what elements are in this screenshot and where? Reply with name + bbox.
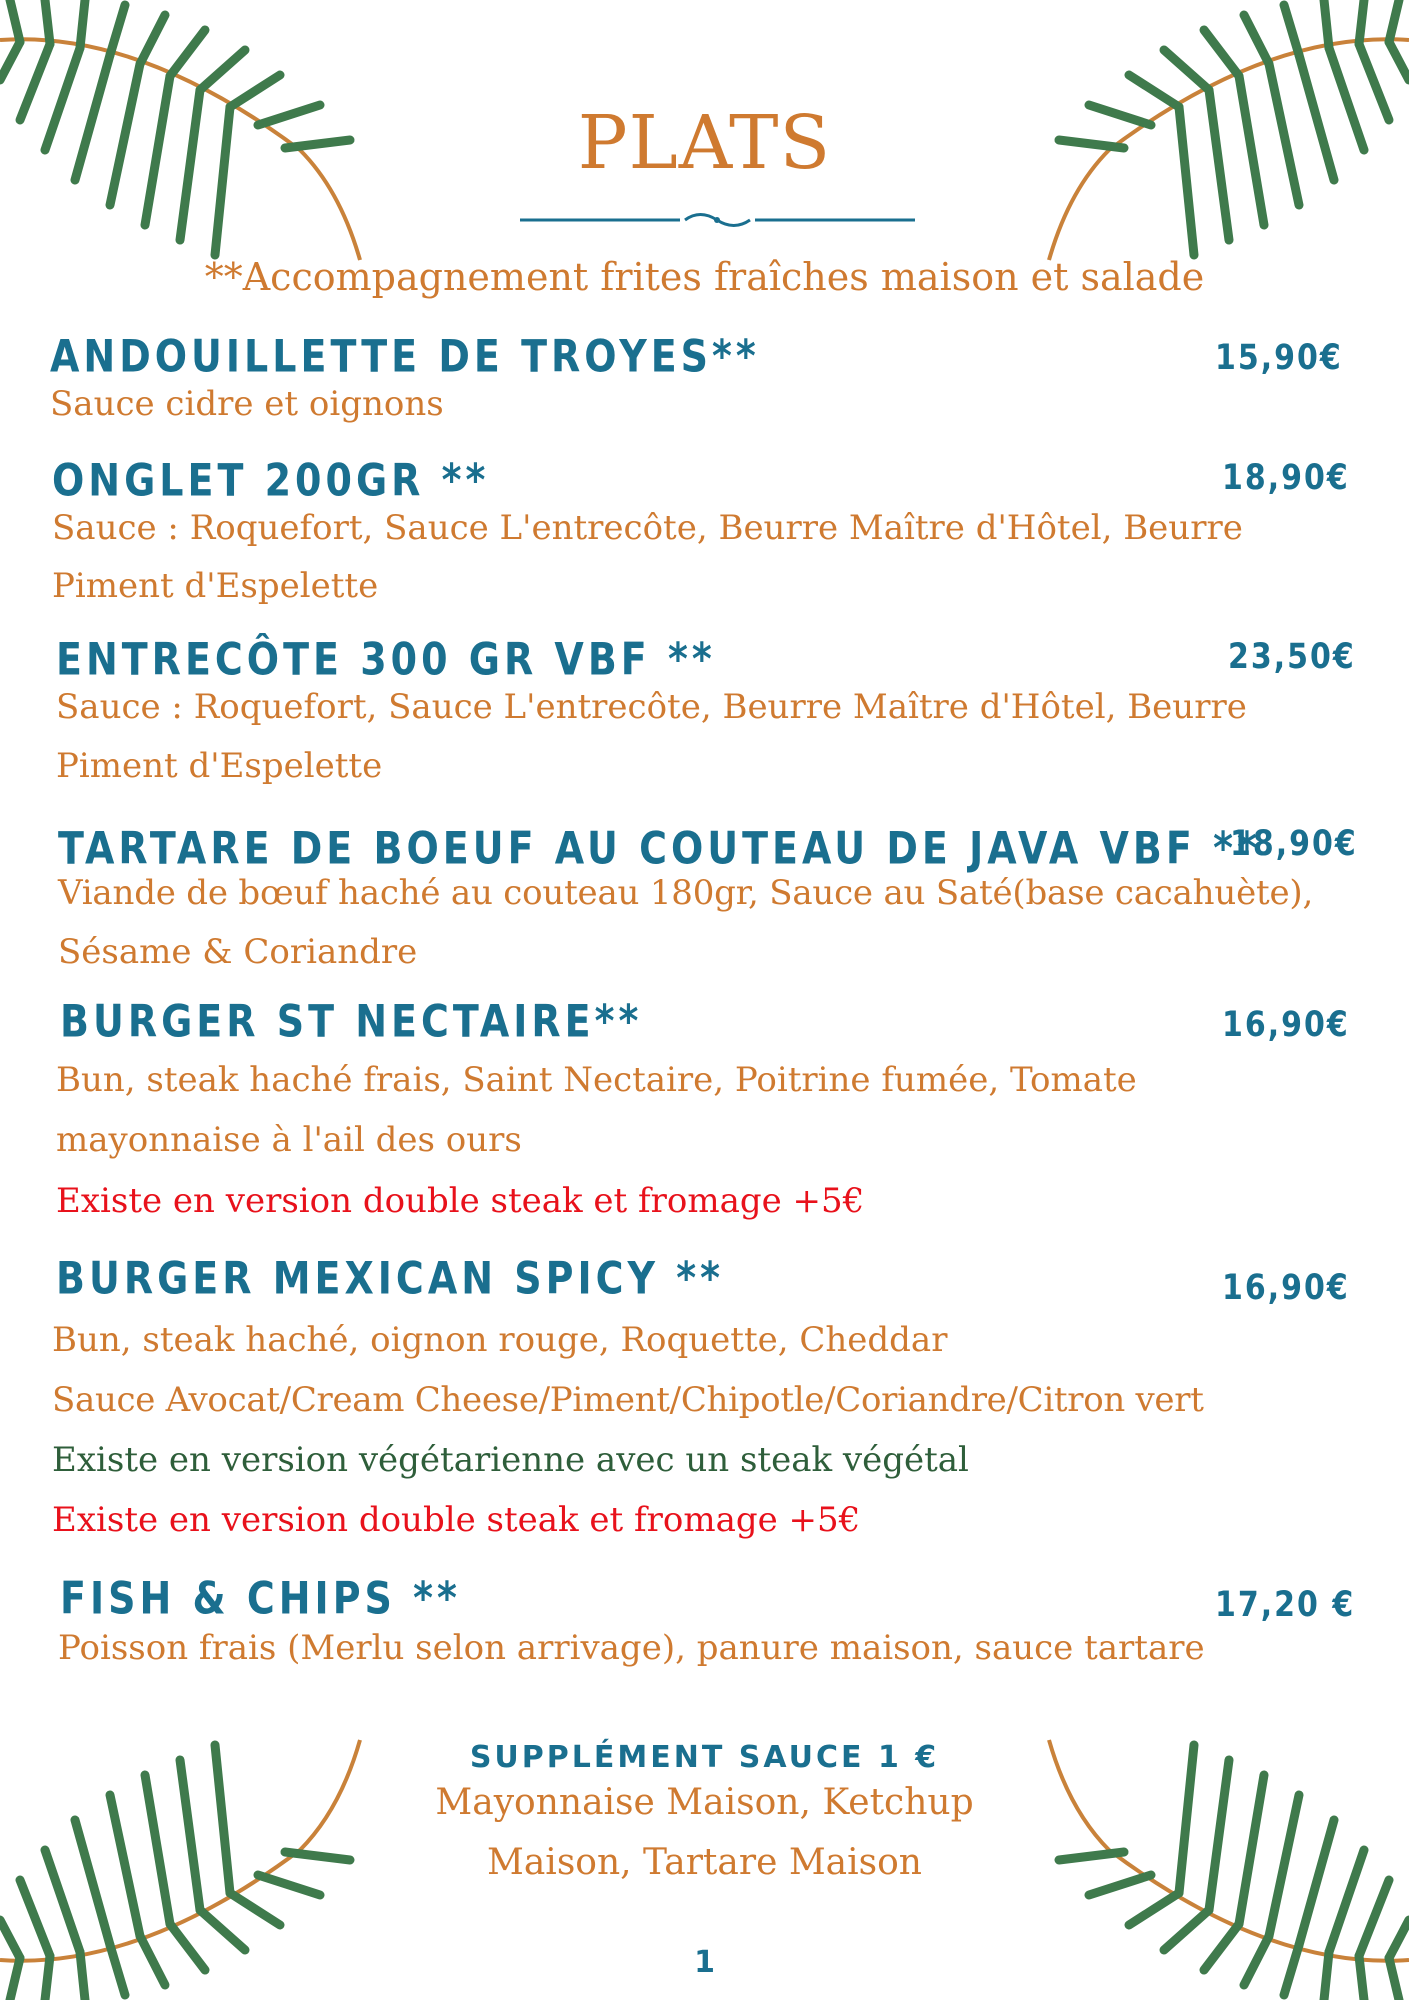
dish-description: Sésame & Coriandre xyxy=(58,932,418,972)
dish-name: TARTARE DE BOEUF AU COUTEAU DE JAVA VBF ** xyxy=(58,822,1261,874)
page-title: PLATS xyxy=(577,100,832,186)
dish-price: 17,20 € xyxy=(1215,1585,1356,1626)
dish-note-double: Existe en version double steak et fromage +5€ xyxy=(56,1181,865,1221)
ornament-divider-icon xyxy=(520,205,915,235)
dish-name: BURGER ST NECTAIRE** xyxy=(60,995,643,1047)
supplement-line: Maison, Tartare Maison xyxy=(486,1842,922,1883)
dish-note-double: Existe en version double steak et fromage +5€ xyxy=(52,1500,861,1540)
subtitle: **Accompagnement frites fraîches maison et salade xyxy=(204,255,1205,299)
dish-name: BURGER MEXICAN SPICY ** xyxy=(56,1252,724,1304)
dish-description: Sauce : Roquefort, Sauce L'entrecôte, Beurre Maître d'Hôtel, Beurre xyxy=(52,508,1243,548)
dish-price: 15,90€ xyxy=(1215,338,1343,379)
dish-price: 18,90€ xyxy=(1230,824,1358,865)
dish-name: FISH & CHIPS ** xyxy=(60,1572,461,1624)
dish-description: Piment d'Espelette xyxy=(52,566,379,606)
dish-price: 16,90€ xyxy=(1222,1005,1350,1046)
dish-description: Bun, steak haché, oignon rouge, Roquette, Cheddar xyxy=(52,1320,948,1360)
dish-description: Viande de bœuf haché au couteau 180gr, Sauce au Saté(base cacahuète), xyxy=(58,873,1314,913)
dish-description: Sauce Avocat/Cream Cheese/Piment/Chipotle/Coriandre/Citron vert xyxy=(52,1380,1204,1420)
page-number: 1 xyxy=(694,1945,715,1980)
dish-price: 16,90€ xyxy=(1222,1268,1350,1309)
dish-price: 23,50€ xyxy=(1228,637,1356,678)
dish-description: mayonnaise à l'ail des ours xyxy=(56,1120,522,1160)
supplement-line: Mayonnaise Maison, Ketchup xyxy=(435,1782,974,1823)
dish-description: Poisson frais (Merlu selon arrivage), panure maison, sauce tartare xyxy=(58,1628,1205,1668)
dish-description: Piment d'Espelette xyxy=(56,746,383,786)
dish-name: ANDOUILLETTE DE TROYES** xyxy=(50,330,760,382)
dish-description: Bun, steak haché frais, Saint Nectaire, Poitrine fumée, Tomate xyxy=(56,1060,1137,1100)
supplement-title: SUPPLÉMENT SAUCE 1 € xyxy=(469,1740,940,1775)
dish-name: ENTRECÔTE 300 GR VBF ** xyxy=(56,633,716,685)
dish-description: Sauce : Roquefort, Sauce L'entrecôte, Beurre Maître d'Hôtel, Beurre xyxy=(56,687,1247,727)
dish-name: ONGLET 200GR ** xyxy=(52,454,490,506)
dish-note-vegetarian: Existe en version végétarienne avec un steak végétal xyxy=(52,1440,969,1480)
dish-price: 18,90€ xyxy=(1222,458,1350,499)
dish-description: Sauce cidre et oignons xyxy=(50,384,444,424)
